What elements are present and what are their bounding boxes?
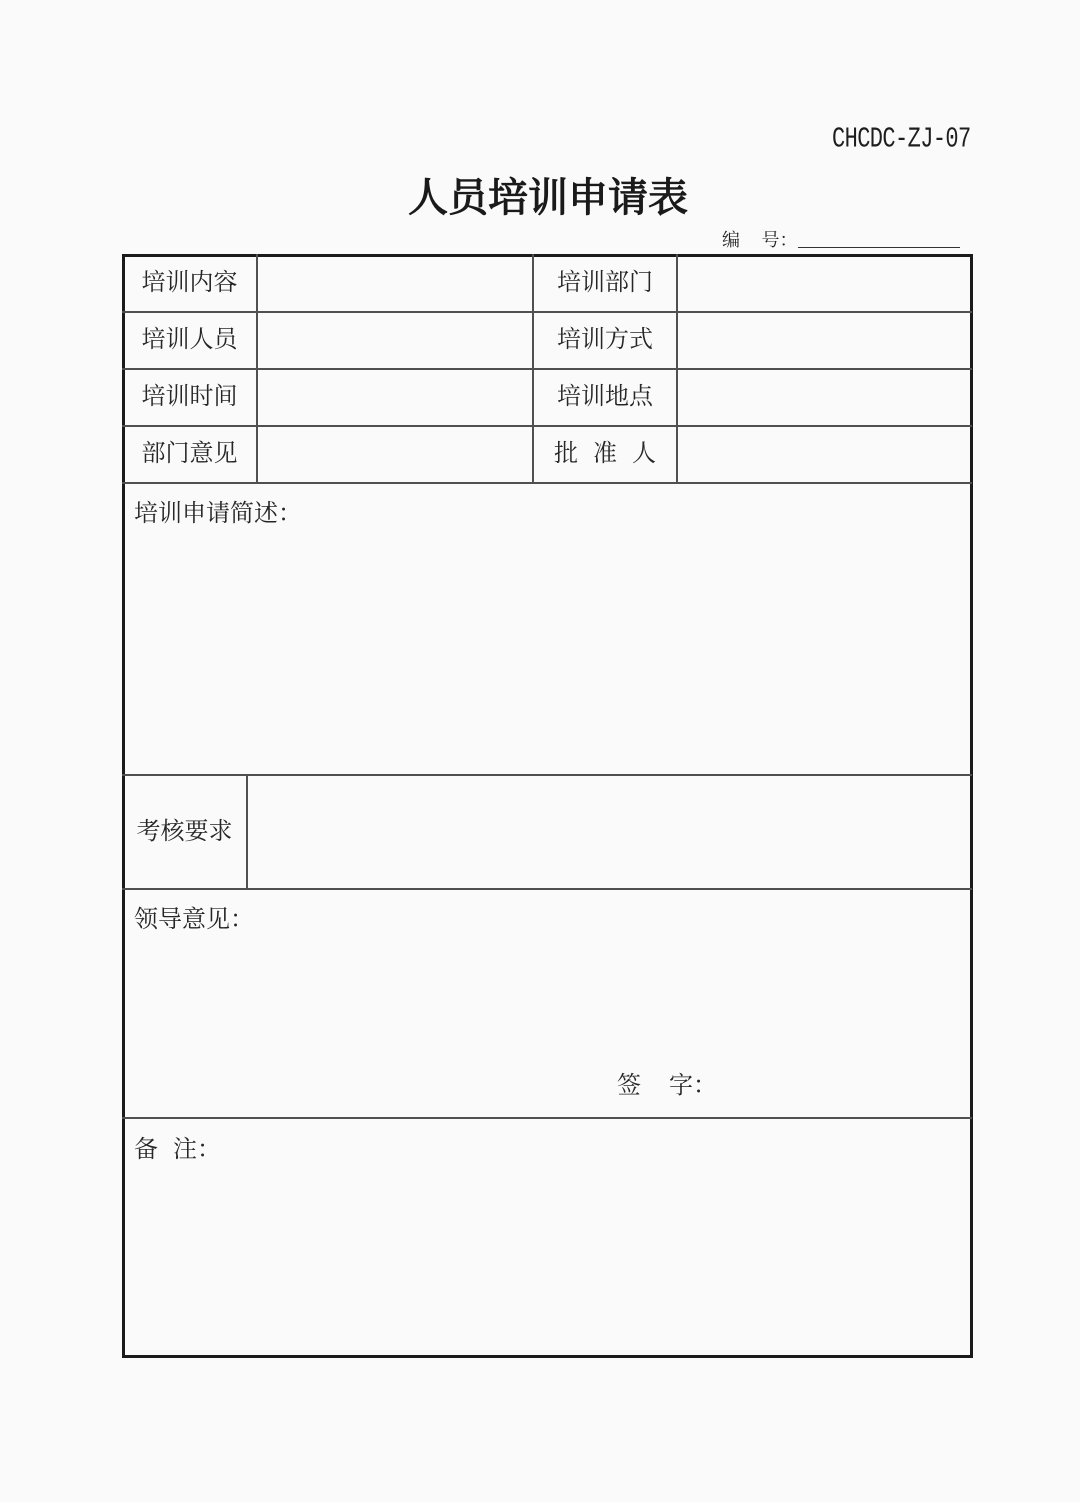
training-method-label: 培训方式 [557,327,653,353]
training-location-label: 培训地点 [557,384,653,410]
assessment-requirements-value [247,775,972,889]
number-label: 编 号： [722,230,798,250]
training-location-value [677,369,972,426]
table-row [122,426,972,483]
application-summary-section [122,483,972,775]
table-row [122,369,972,426]
approver-value [677,426,972,483]
leader-opinion-section [122,889,972,1118]
trainees-value [257,312,533,369]
table-row [122,312,972,369]
training-method-value [677,312,972,369]
number-underline [798,247,960,248]
remarks-label: 备 注： [134,1137,221,1163]
trainees-label: 培训人员 [141,327,238,353]
remarks-section [122,1118,972,1357]
training-time-label: 培训时间 [141,384,238,410]
training-department-label: 培训部门 [557,270,653,296]
leader-opinion-label: 领导意见： [134,907,254,933]
table-row [122,254,972,312]
department-opinion-label: 部门意见 [141,441,238,467]
approver-label: 批 准 人 [554,441,656,467]
training-content-label: 培训内容 [141,270,238,296]
department-opinion-value [257,426,533,483]
signature-label: 签 字： [617,1073,717,1099]
application-summary-label: 培训申请简述： [134,501,302,527]
assessment-section [122,775,972,889]
training-department-value [677,254,972,312]
form-title: 人员培训申请表 [408,175,688,220]
form-code: CHCDC-ZJ-07 [832,123,971,156]
training-content-value [257,254,533,312]
training-time-value [257,369,533,426]
assessment-requirements-label: 考核要求 [136,819,233,845]
